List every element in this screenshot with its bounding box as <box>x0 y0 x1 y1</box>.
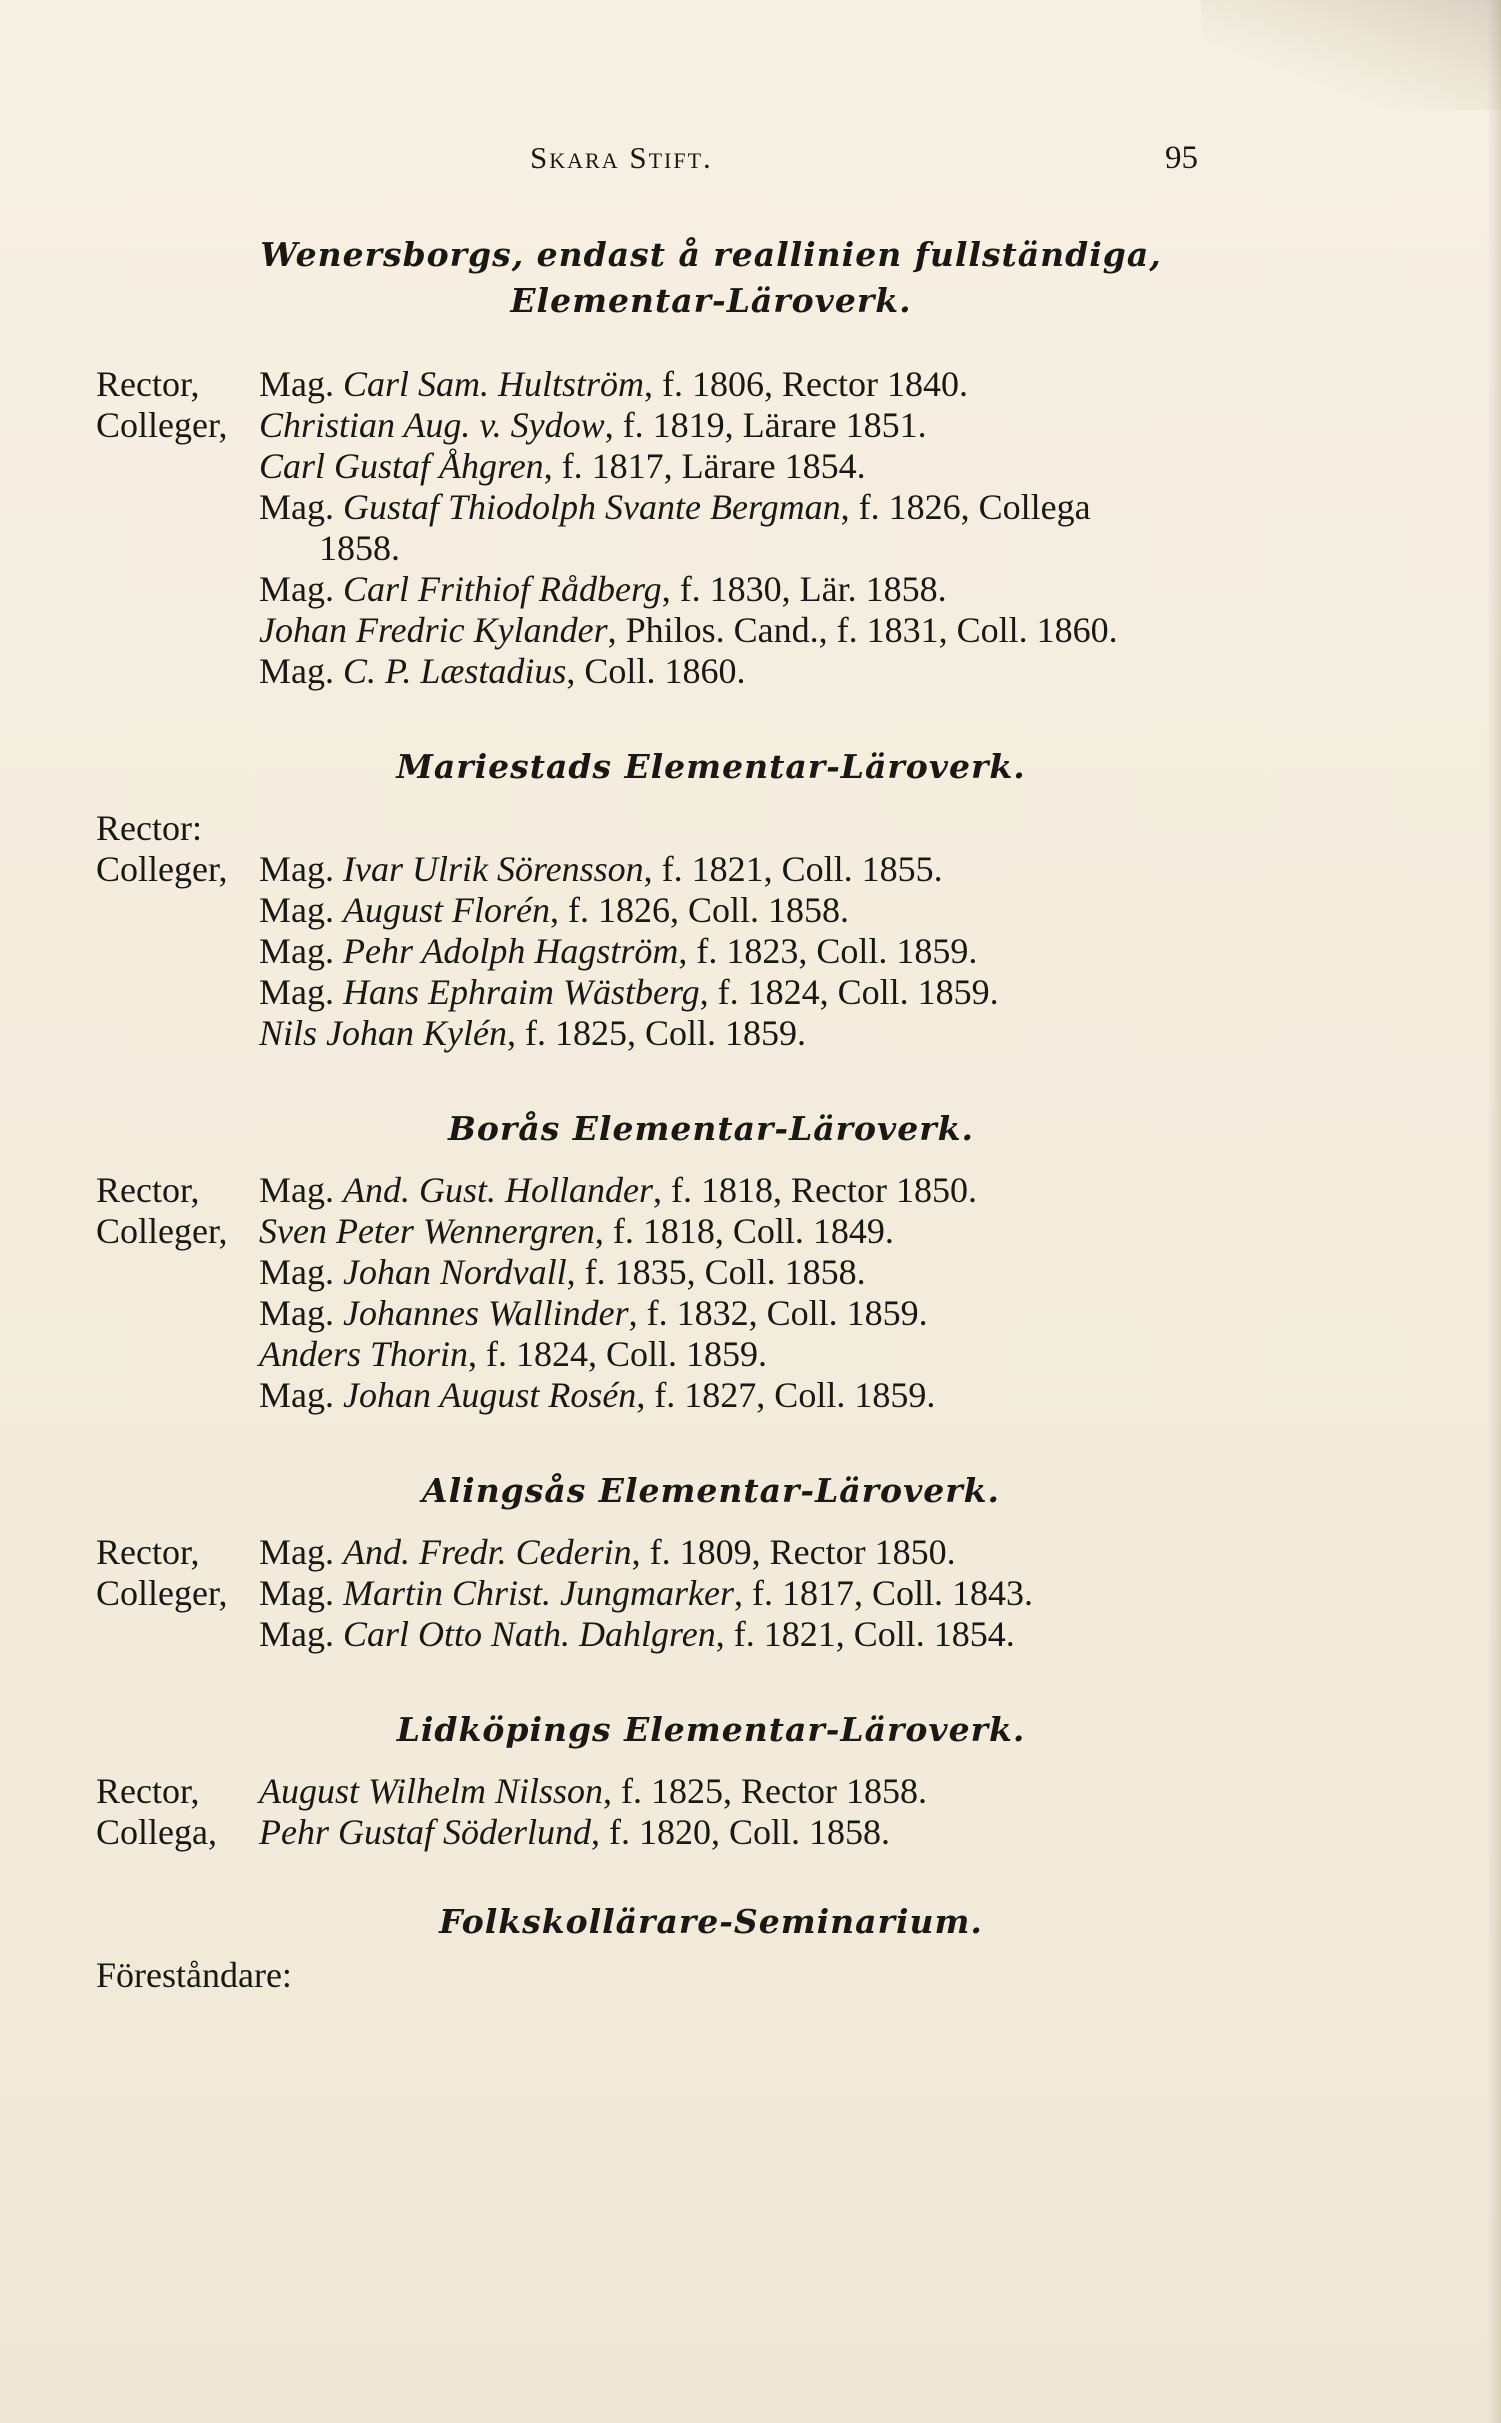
academic-title: Mag. <box>259 972 334 1012</box>
colleague-entry <box>96 1252 1266 1293</box>
person-details: , f. 1830, Lär. 1858. <box>661 569 947 609</box>
person-details: , f. 1826, Collega <box>840 487 1091 527</box>
running-title: Skara Stift. <box>530 140 713 175</box>
rector-entry <box>96 808 1266 849</box>
academic-title: Mag. <box>259 931 334 971</box>
colleague-entry <box>96 1375 1266 1416</box>
rector-entry <box>96 1532 1266 1573</box>
person-details: , f. 1821, Coll. 1854. <box>715 1614 1015 1654</box>
person-details: , f. 1825, Rector 1858. <box>603 1771 927 1811</box>
rector-entry <box>96 364 1266 405</box>
page-edge-shadow <box>1487 0 1501 2423</box>
role-label <box>96 890 259 931</box>
section-heading <box>156 744 1266 790</box>
role-label: Rector, <box>96 1532 200 1572</box>
person-details: , f. 1823, Coll. 1859. <box>678 931 978 971</box>
person-name: August Wilhelm Nilsson <box>259 1771 604 1811</box>
person-details: , f. 1832, Coll. 1859. <box>628 1293 928 1333</box>
person-name: Carl Otto Nath. Dahlgren <box>343 1614 716 1654</box>
heading-line: Mariestads Elementar-Läroverk. <box>396 747 1026 786</box>
director-entry <box>96 1955 1266 1996</box>
role-label: Rector: <box>96 808 202 848</box>
colleague-entry <box>96 1614 1266 1655</box>
heading-line: Folkskollärare-Seminarium. <box>439 1902 983 1941</box>
page-number: 95 <box>1165 140 1198 176</box>
person-name: Pehr Gustaf Söderlund <box>259 1812 591 1852</box>
role-label <box>96 1293 259 1334</box>
colleague-entry <box>96 446 1266 487</box>
colleague-entry <box>96 1812 1266 1853</box>
person-name: Gustaf Thiodolph Svante Bergman <box>343 487 841 527</box>
section-heading <box>156 232 1266 324</box>
section-boras <box>96 1106 1266 1416</box>
person-name: Martin Christ. Jungmarker <box>343 1573 734 1613</box>
role-label <box>96 446 259 487</box>
academic-title: Mag. <box>259 1170 334 1210</box>
academic-title: Mag. <box>259 1293 334 1333</box>
role-label: Rector, <box>96 364 200 404</box>
academic-title: Mag. <box>259 1614 334 1654</box>
colleague-entry <box>96 651 1266 692</box>
colleague-entry <box>96 849 1266 890</box>
section-seminarium <box>96 1899 1266 1996</box>
person-details: , f. 1824, Coll. 1859. <box>699 972 999 1012</box>
person-name: August Florén <box>343 890 550 930</box>
colleague-entry <box>96 1573 1266 1614</box>
role-label: Rector, <box>96 1170 200 1210</box>
person-name: Anders Thorin <box>259 1334 469 1374</box>
person-name: Pehr Adolph Hagström <box>343 931 679 971</box>
person-details: , f. 1826, Coll. 1858. <box>549 890 849 930</box>
section-alingsas <box>96 1468 1266 1655</box>
person-details: , f. 1821, Coll. 1855. <box>643 849 943 889</box>
page-header <box>0 140 1501 200</box>
person-name: Johan August Rosén <box>343 1375 637 1415</box>
academic-title: Mag. <box>259 487 334 527</box>
academic-title: Mag. <box>259 651 334 691</box>
colleague-entry <box>96 931 1266 972</box>
person-name: Sven Peter Wennergren <box>259 1211 595 1251</box>
section-heading <box>156 1899 1266 1945</box>
person-details: , Philos. Cand., f. 1831, Coll. 1860. <box>607 610 1118 650</box>
section-wenersborgs <box>96 232 1266 692</box>
person-details: , f. 1806, Rector 1840. <box>644 364 968 404</box>
role-label: Colleger, <box>96 1211 228 1251</box>
role-label <box>96 1334 259 1375</box>
section-heading <box>156 1106 1266 1152</box>
colleague-entry <box>96 1211 1266 1252</box>
colleague-entry <box>96 972 1266 1013</box>
colleague-entry <box>96 569 1266 610</box>
role-label <box>96 569 259 610</box>
academic-title: Mag. <box>259 1532 334 1572</box>
person-details: , f. 1835, Coll. 1858. <box>566 1252 866 1292</box>
colleague-entry <box>96 890 1266 931</box>
person-name: Johan Nordvall <box>343 1252 567 1292</box>
person-name: Ivar Ulrik Sörensson <box>343 849 644 889</box>
person-details: , f. 1825, Coll. 1859. <box>506 1013 806 1053</box>
role-label: Collega, <box>96 1812 217 1852</box>
person-name: And. Fredr. Cederin <box>343 1532 632 1572</box>
colleague-entry <box>96 1013 1266 1054</box>
academic-title: Mag. <box>259 890 334 930</box>
role-label <box>96 1614 259 1655</box>
role-label <box>96 610 259 651</box>
heading-line: Lidköpings Elementar-Läroverk. <box>396 1710 1026 1749</box>
academic-title: Mag. <box>259 1573 334 1613</box>
person-details: , f. 1819, Lärare 1851. <box>604 405 927 445</box>
role-label: Colleger, <box>96 1573 228 1613</box>
heading-line: Elementar-Läroverk. <box>510 281 912 320</box>
person-details: , f. 1824, Coll. 1859. <box>468 1334 768 1374</box>
person-name: Johannes Wallinder <box>343 1293 629 1333</box>
person-details: , f. 1820, Coll. 1858. <box>590 1812 890 1852</box>
person-name: Johan Fredric Kylander <box>259 610 608 650</box>
rector-entry <box>96 1170 1266 1211</box>
role-label <box>96 1013 259 1054</box>
person-details: , f. 1818, Rector 1850. <box>653 1170 977 1210</box>
heading-line: Alingsås Elementar-Läroverk. <box>422 1471 1000 1510</box>
colleague-entry <box>96 487 1266 528</box>
academic-title: Mag. <box>259 364 334 404</box>
heading-line: Wenersborgs, endast å reallinien fullständiga, <box>260 235 1162 274</box>
colleague-entry <box>96 1293 1266 1334</box>
person-name: C. P. Læstadius <box>343 651 567 691</box>
heading-line: Borås Elementar-Läroverk. <box>448 1109 974 1148</box>
academic-title: Mag. <box>259 1375 334 1415</box>
person-details: , f. 1818, Coll. 1849. <box>594 1211 894 1251</box>
rector-entry <box>96 1771 1266 1812</box>
person-details: , Coll. 1860. <box>566 651 746 691</box>
colleague-entry <box>96 405 1266 446</box>
role-label: Colleger, <box>96 849 228 889</box>
section-lidkopings <box>96 1707 1266 1853</box>
section-heading <box>156 1707 1266 1753</box>
academic-title: Mag. <box>259 849 334 889</box>
role-label <box>96 651 259 692</box>
role-label: Föreståndare: <box>96 1955 292 1995</box>
page-content <box>96 232 1266 1996</box>
role-label <box>96 931 259 972</box>
person-details: , f. 1809, Rector 1850. <box>631 1532 956 1572</box>
person-name: Carl Sam. Hultström <box>343 364 645 404</box>
section-mariestads <box>96 744 1266 1054</box>
role-label: Colleger, <box>96 405 228 445</box>
person-name: Nils Johan Kylén <box>259 1013 507 1053</box>
academic-title: Mag. <box>259 569 334 609</box>
person-name: Hans Ephraim Wästberg <box>343 972 700 1012</box>
folded-corner <box>1201 0 1501 110</box>
person-name: And. Gust. Hollander <box>343 1170 653 1210</box>
role-label: Rector, <box>96 1771 200 1811</box>
role-label <box>96 1375 259 1416</box>
colleague-entry <box>96 610 1266 651</box>
person-details: , f. 1817, Lärare 1854. <box>543 446 866 486</box>
section-heading <box>156 1468 1266 1514</box>
person-name: Carl Frithiof Rådberg <box>343 569 662 609</box>
role-label <box>96 487 259 528</box>
academic-title: Mag. <box>259 1252 334 1292</box>
person-details: , f. 1827, Coll. 1859. <box>636 1375 936 1415</box>
entry-continuation: 1858. <box>319 528 400 568</box>
person-name: Carl Gustaf Åhgren <box>259 446 544 486</box>
person-details: , f. 1817, Coll. 1843. <box>734 1573 1034 1613</box>
colleague-entry <box>96 1334 1266 1375</box>
person-name: Christian Aug. v. Sydow <box>259 405 605 445</box>
role-label <box>96 972 259 1013</box>
role-label <box>96 1252 259 1293</box>
